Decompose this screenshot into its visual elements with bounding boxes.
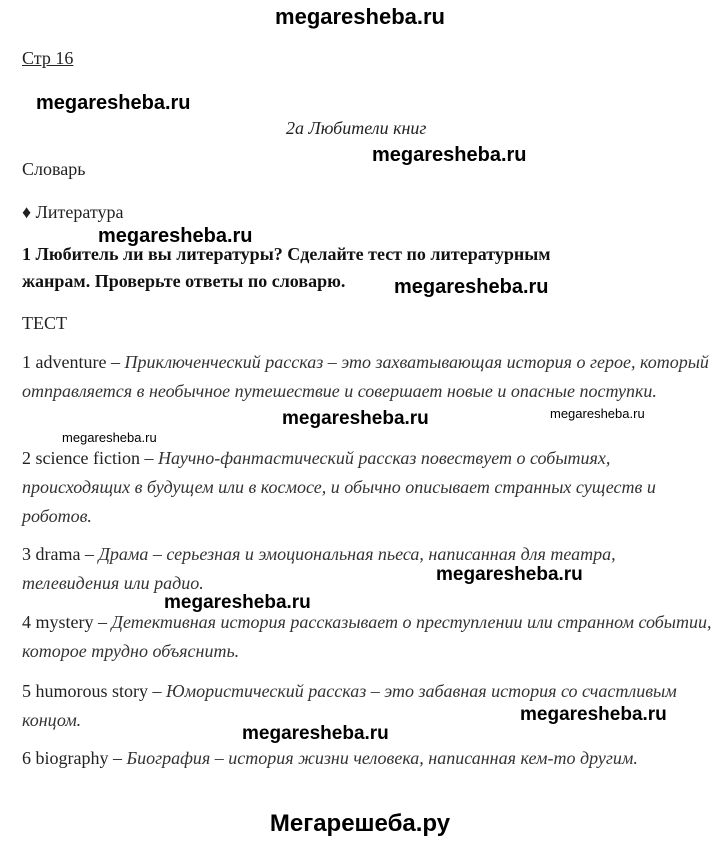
watermark: megaresheba.ru	[36, 92, 191, 114]
watermark: megaresheba.ru	[550, 406, 645, 421]
entry-term: 4 mystery –	[22, 612, 112, 632]
entry-definition: Научно-фантастический рассказ повествует о событиях, происходящих в будущем или в космосе, и обычно описывает странных существ и роботов.	[22, 448, 656, 526]
entry-definition: Юмористический рассказ – это забавная история со счастливым концом.	[22, 681, 677, 730]
watermark: megaresheba.ru	[98, 225, 253, 247]
entry-definition: Приключенческий рассказ – это захватывающая история о герое, который отправляется в необычное путешествие и совершает новые и опасные поступки.	[22, 352, 709, 401]
vocabulary-heading: Словарь	[22, 159, 86, 179]
test-entry-mystery	[22, 608, 712, 666]
test-heading: ТЕСТ	[22, 313, 67, 333]
watermark: megaresheba.ru	[372, 144, 527, 166]
entry-term: 1 adventure –	[22, 352, 125, 372]
watermark: megaresheba.ru	[436, 564, 583, 585]
site-footer: Мегарешеба.ру	[269, 810, 451, 837]
watermark: megaresheba.ru	[394, 276, 549, 298]
entry-definition: Биография – история жизни человека, написанная кем-то другим.	[126, 748, 638, 768]
site-header: megaresheba.ru	[275, 4, 445, 29]
entry-definition: Детективная история рассказывает о преступлении или странном событии, которое трудно объяснить.	[22, 612, 712, 661]
watermark: megaresheba.ru	[242, 723, 389, 744]
entry-term: 6 biography –	[22, 748, 127, 768]
watermark: megaresheba.ru	[164, 592, 311, 613]
test-entry-science-fiction	[22, 444, 712, 531]
entry-term: 5 humorous story –	[22, 681, 166, 701]
entry-term: 2 science fiction –	[22, 448, 158, 468]
task-line-1: 1 Любитель ли вы литературы? Сделайте тест по литературным	[22, 244, 551, 264]
watermark: megaresheba.ru	[62, 430, 157, 445]
section-title: 2a Любители книг	[286, 118, 427, 138]
vocabulary-item: ♦ Литература	[22, 202, 124, 222]
watermark: megaresheba.ru	[520, 704, 667, 725]
test-entry-biography	[22, 744, 712, 773]
page-reference: Стр 16	[22, 48, 74, 68]
task-line-2: жанрам. Проверьте ответы по словарю.	[22, 271, 346, 291]
test-entry-adventure	[22, 348, 712, 406]
watermark: megaresheba.ru	[282, 408, 429, 429]
test-entry-drama	[22, 540, 712, 598]
entry-term: 3 drama –	[22, 544, 99, 564]
entry-definition: Драма – серьезная и эмоциональная пьеса, написанная для театра, телевидения или радио.	[22, 544, 616, 593]
